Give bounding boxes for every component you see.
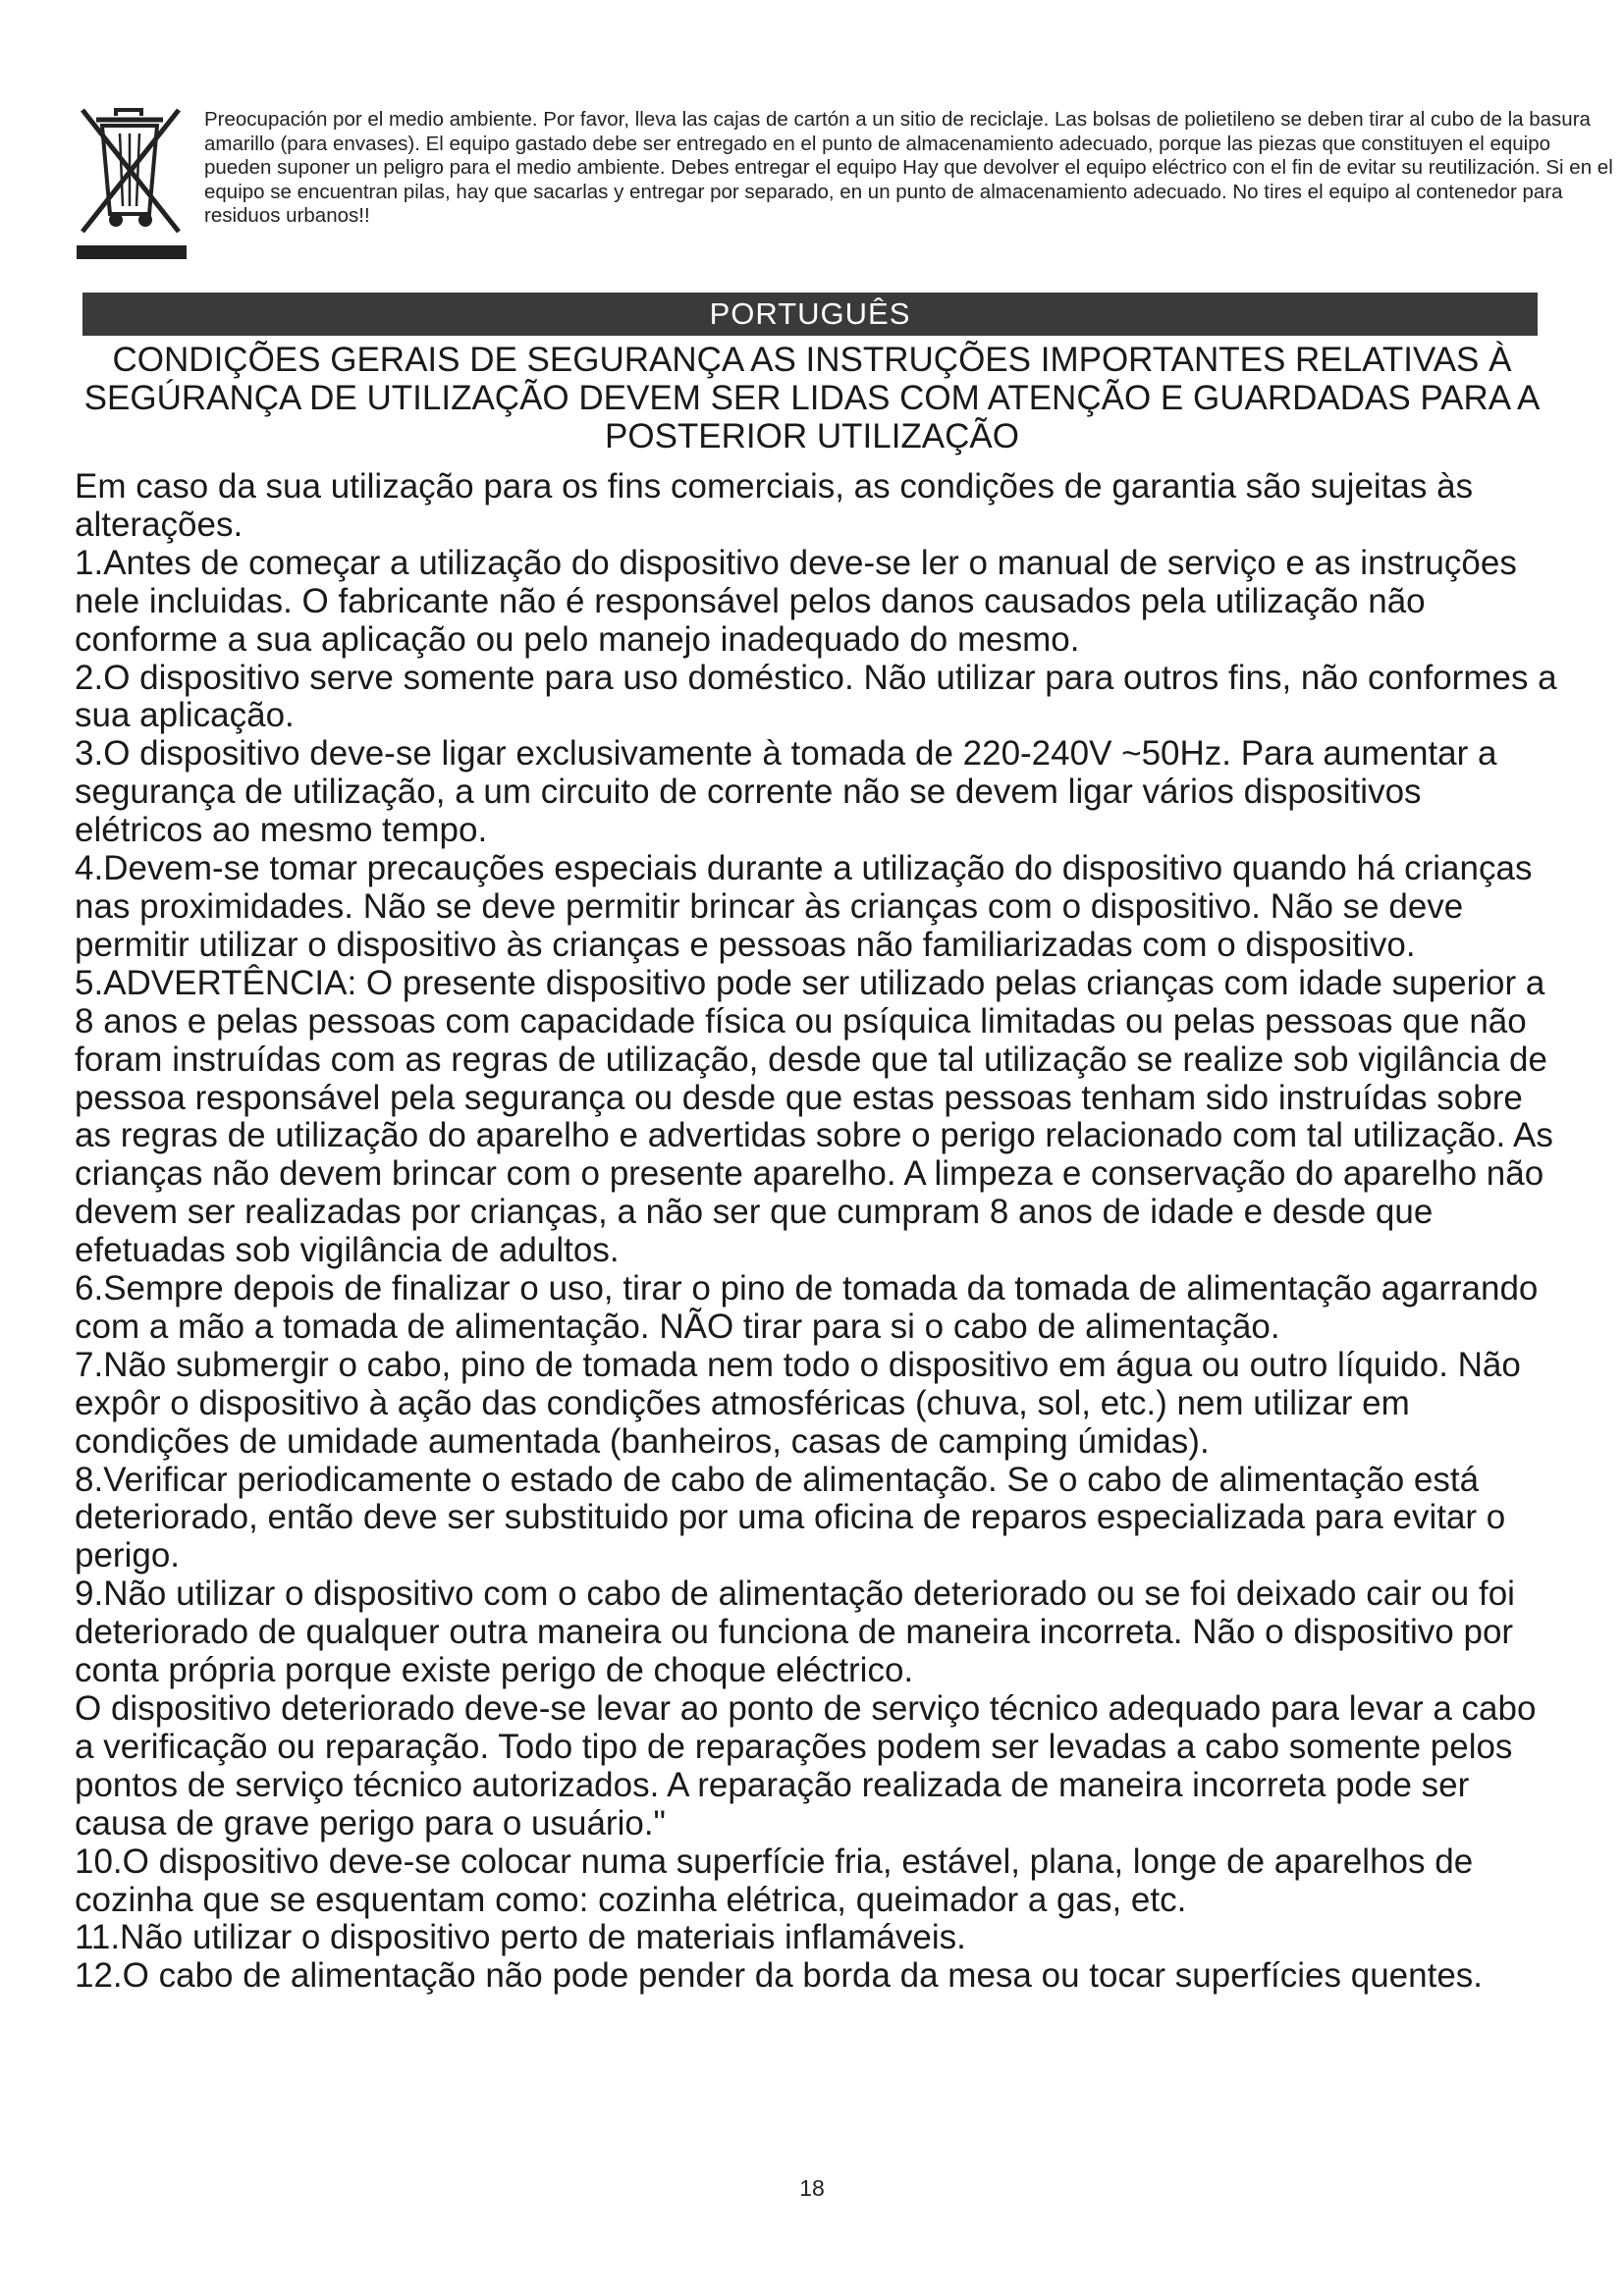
safety-instructions <box>75 468 1557 1996</box>
instruction-item: 9.Não utilizar o dispositivo com o cabo de alimentação deteriorado ou se foi deixado cair ou foi deteriorado de qualquer outra maneira ou funciona de maneira incorreta. Não o dispositivo por conta própria porque existe perigo de choque eléctrico. <box>75 1575 1515 1690</box>
instruction-item: 3.O dispositivo deve-se ligar exclusivamente à tomada de 220-240V ~50Hz. Para aumentar a segurança de utilização, a um circuito de corrente não se devem ligar vários dispositivos elétricos ao mesmo tempo. <box>75 734 1497 850</box>
instruction-item: 5.ADVERTÊNCIA: O presente dispositivo pode ser utilizado pelas crianças com idade superior a 8 anos e pelas pessoas com capacidade física ou psíquica limitadas ou pelas pessoas que não foram instruídas com as regras de utilização, desde que tal utilização se realize sob vigilância de pessoa responsável pela segurança ou desde que estas pessoas tenham sido instruídas sobre as regras de utilização do aparelho e advertidas sobre o perigo relacionado com tal utilização. As crianças não devem brincar com o presente aparelho. A limpeza e conservação do aparelho não devem ser realizadas por crianças, a não ser que cumpram 8 anos de idade e desde que efetuadas sob vigilância de adultos. <box>75 963 1553 1270</box>
instruction-item: 10.O dispositivo deve-se colocar numa superfície fria, estável, plana, longe de aparelhos de cozinha que se esquentam como: cozinha elétrica, queimador a gas, etc. <box>75 1842 1474 1919</box>
intro-paragraph: Em caso da sua utilização para os fins comerciais, as condições de garantia são sujeitas às alterações. <box>75 467 1474 544</box>
instruction-item: 12.O cabo de alimentação não pode pender da borda da mesa ou tocar superfícies quentes. <box>75 1956 1484 1996</box>
environment-notice-text: Preocupación por el medio ambiente. Por favor, lleva las cajas de cartón a un sitio de reciclaje. Las bolsas de polietileno se deben tirar al cubo de la basura amarillo (para envases). El equipo gastado debe ser entregado en el punto de almacenamiento adecuado, porque las piezas que constituyen el equipo pueden suponer un peligro para el medio ambiente. Debes entregar el equipo Hay que devolver el equipo eléctrico con el fin de evitar su reutilización. Si en el equipo se encuentran pilas, hay que sacarlas y entregar por separado, en un punto de almacenamiento adecuado. No tires el equipo al contenedor para residuos urbanos!! <box>204 108 1613 227</box>
instruction-item: O dispositivo deteriorado deve-se levar ao ponto de serviço técnico adequado para levar a cabo a verificação ou reparação. Todo tipo de reparações podem ser levadas a cabo somente pelos pontos de serviço técnico autorizados. A reparação realizada de maneira incorreta pode ser causa de grave perigo para o usuário." <box>75 1689 1537 1842</box>
crossed-out-wheelie-bin-icon <box>77 104 187 261</box>
instruction-item: 8.Verificar periodicamente o estado de cabo de alimentação. Se o cabo de alimentação está deteriorado, então deve ser substituido por uma oficina de reparos especializada para evitar o perigo. <box>75 1460 1506 1575</box>
instruction-item: 7.Não submergir o cabo, pino de tomada nem todo o dispositivo em água ou outro líquido. Não expôr o dispositivo à ação das condições atmosféricas (chuva, sol, etc.) nem utilizar em condições de umidade aumentada (banheiros, casas de camping úmidas). <box>75 1345 1521 1461</box>
instruction-item: 11.Não utilizar o dispositivo perto de materiais inflamáveis. <box>75 1918 966 1957</box>
instruction-item: 1.Antes de começar a utilização do dispositivo deve-se ler o manual de serviço e as instruções nele incluidas. O fabricante não é responsável pelos danos causados pela utilização não conforme a sua aplicação ou pelo manejo inadequado do mesmo. <box>75 543 1517 659</box>
page-number: 18 <box>799 2175 825 2201</box>
instruction-item: 2.O dispositivo serve somente para uso doméstico. Não utilizar para outros fins, não conformes a sua aplicação. <box>75 658 1557 735</box>
language-header: PORTUGUÊS <box>82 293 1538 336</box>
instruction-item: 6.Sempre depois de finalizar o uso, tirar o pino de tomada da tomada de alimentação agarrando com a mão a tomada de alimentação. NÃO tirar para si o cabo de alimentação. <box>75 1269 1539 1346</box>
safety-title: CONDIÇÕES GERAIS DE SEGURANÇA AS INSTRUÇÕES IMPORTANTES RELATIVAS À SEGÚRANÇA DE UTILIZAÇÃO DEVEM SER LIDAS COM ATENÇÃO E GUARDADAS PARA A POSTERIOR UTILIZAÇÃO <box>83 341 1541 455</box>
instruction-item: 4.Devem-se tomar precauções especiais durante a utilização do dispositivo quando há crianças nas proximidades. Não se deve permitir brincar às crianças com o dispositivo. Não se deve permitir utilizar o dispositivo às crianças e pessoas não familiarizadas com o dispositivo. <box>75 849 1533 964</box>
environment-notice <box>77 104 1613 261</box>
